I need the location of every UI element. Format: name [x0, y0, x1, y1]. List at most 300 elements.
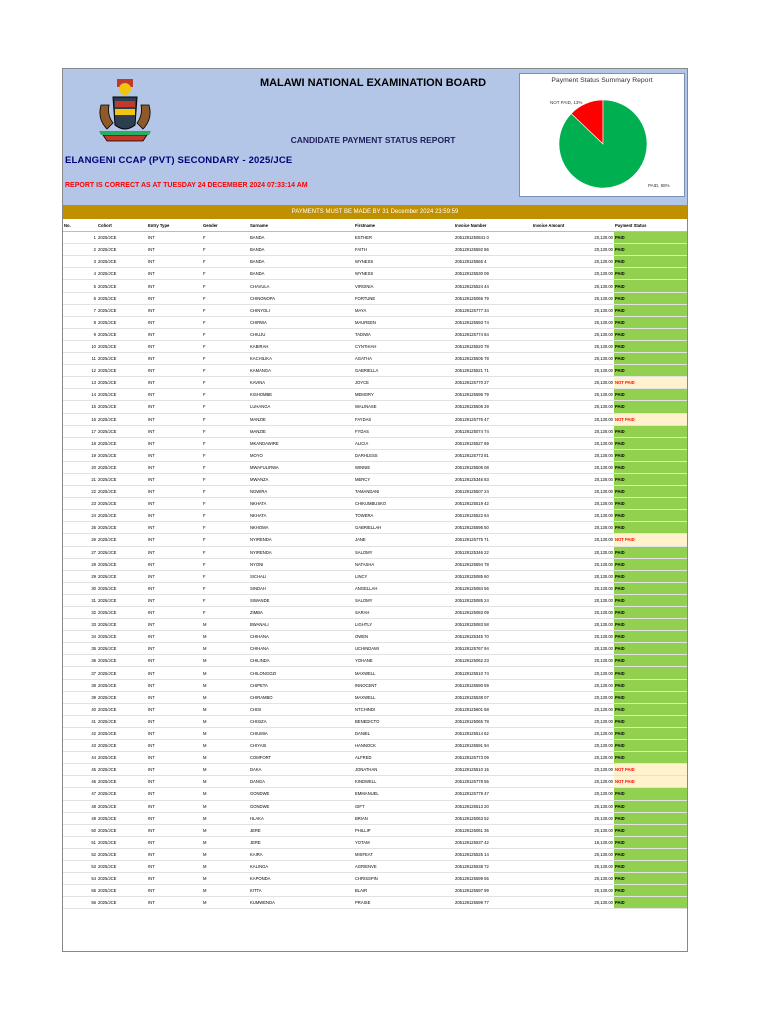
- col-invoice-amount-cell: 20,130.00: [532, 631, 614, 643]
- col-payment-status-cell: PAID: [614, 824, 687, 836]
- col-cohort-cell: 2025/JCE: [97, 365, 147, 377]
- col-entry-type-cell: INT: [147, 752, 202, 764]
- col-firstname-cell: UCHINDAMI: [354, 643, 454, 655]
- table-row: [63, 365, 687, 377]
- col-invoice-amount-cell: 20,130.00: [532, 486, 614, 498]
- col-invoice-number-cell: 205129125565 4: [454, 256, 532, 268]
- col-entry-type-cell: INT: [147, 631, 202, 643]
- col-invoice-number-cell: 205129125597 99: [454, 885, 532, 897]
- table-row: [63, 353, 687, 365]
- col-cohort-cell: 2025/JCE: [97, 631, 147, 643]
- col-cohort-cell: 2025/JCE: [97, 522, 147, 534]
- col-no-cell: 50: [63, 824, 97, 836]
- col-gender-cell: F: [202, 594, 249, 606]
- col-cohort-cell: 2025/JCE: [97, 788, 147, 800]
- col-cohort-cell: 2025/JCE: [97, 244, 147, 256]
- col-no-cell: 44: [63, 752, 97, 764]
- col-invoice-amount-cell: 20,130.00: [532, 304, 614, 316]
- col-no-cell: 54: [63, 873, 97, 885]
- col-payment-status-cell: PAID: [614, 582, 687, 594]
- col-entry-type-cell: INT: [147, 873, 202, 885]
- col-surname-cell: CHIRWA: [249, 316, 354, 328]
- col-payment-status-cell: PAID: [614, 256, 687, 268]
- col-cohort-cell: 2025/JCE: [97, 570, 147, 582]
- table-row: [63, 401, 687, 413]
- col-payment-status-cell: PAID: [614, 848, 687, 860]
- col-gender-cell: M: [202, 715, 249, 727]
- col-entry-type-cell: INT: [147, 824, 202, 836]
- col-cohort-cell: 2025/JCE: [97, 740, 147, 752]
- col-payment-status-cell: PAID: [614, 232, 687, 244]
- col-surname-cell: SICHALI: [249, 570, 354, 582]
- col-entry-type-cell: INT: [147, 607, 202, 619]
- col-invoice-amount-cell: 20,130.00: [532, 752, 614, 764]
- col-payment-status-cell: PAID: [614, 873, 687, 885]
- col-gender-cell: F: [202, 377, 249, 389]
- col-surname-cell: HLAKA: [249, 812, 354, 824]
- col-gender-cell: F: [202, 280, 249, 292]
- col-invoice-amount-cell: 20,130.00: [532, 582, 614, 594]
- col-surname-cell: KAVINA: [249, 377, 354, 389]
- col-invoice-number-cell: 205129125510 74: [454, 667, 532, 679]
- col-firstname-cell: MISFEAT: [354, 848, 454, 860]
- col-invoice-amount-cell: 20,130.00: [532, 800, 614, 812]
- table-row: [63, 812, 687, 824]
- col-entry-type-cell: INT: [147, 437, 202, 449]
- col-surname-cell: CHILONGOZI: [249, 667, 354, 679]
- col-payment-status-cell: PAID: [614, 631, 687, 643]
- col-payment-status-cell: NOT PAID: [614, 377, 687, 389]
- col-no-cell: 42: [63, 727, 97, 739]
- col-invoice-amount-cell: 20,130.00: [532, 679, 614, 691]
- table-row: [63, 328, 687, 340]
- col-no-cell: 24: [63, 510, 97, 522]
- col-gender-cell: M: [202, 788, 249, 800]
- col-surname-cell: BANDA: [249, 256, 354, 268]
- table-row: [63, 510, 687, 522]
- col-surname-cell: MWAFULIRWA: [249, 461, 354, 473]
- col-invoice-number-cell: 205129125524 44: [454, 280, 532, 292]
- col-cohort-cell: 2025/JCE: [97, 280, 147, 292]
- col-firstname-cell: YOHANE: [354, 655, 454, 667]
- col-invoice-amount-cell: 20,130.00: [532, 740, 614, 752]
- table-row: [63, 848, 687, 860]
- col-firstname-cell: MAYA: [354, 304, 454, 316]
- col-entry-type-cell: INT: [147, 594, 202, 606]
- report-timestamp: REPORT IS CORRECT AS AT TUESDAY 24 DECEMBER 2024 07:33:14 AM: [65, 182, 308, 189]
- col-invoice-amount-cell: 20,130.00: [532, 873, 614, 885]
- col-gender-cell: F: [202, 425, 249, 437]
- col-invoice-amount-cell: 20,130.00: [532, 824, 614, 836]
- col-cohort-cell: 2025/JCE: [97, 679, 147, 691]
- col-entry-type-cell: INT: [147, 353, 202, 365]
- col-invoice-number-cell: 205129125519 42: [454, 498, 532, 510]
- pie-chart-svg: [520, 74, 686, 198]
- col-cohort-cell: 2025/JCE: [97, 594, 147, 606]
- col-surname-cell: KUMWENDA: [249, 897, 354, 909]
- col-no-cell: 29: [63, 570, 97, 582]
- col-surname-cell: CHINONOPA: [249, 292, 354, 304]
- col-gender-cell: M: [202, 655, 249, 667]
- col-payment-status-cell: PAID: [614, 836, 687, 848]
- col-no-cell: 30: [63, 582, 97, 594]
- col-no-cell: 39: [63, 691, 97, 703]
- col-cohort-cell: 2025/JCE: [97, 498, 147, 510]
- col-invoice-amount-cell: 20,130.00: [532, 703, 614, 715]
- col-firstname-cell: MAXWELL: [354, 667, 454, 679]
- col-surname-cell: KAMANGA: [249, 365, 354, 377]
- col-invoice-amount-cell: 20,130.00: [532, 607, 614, 619]
- col-cohort-cell: 2025/JCE: [97, 836, 147, 848]
- col-invoice-number-cell: 205129125593 74: [454, 316, 532, 328]
- table-row: [63, 316, 687, 328]
- col-payment-status-cell: PAID: [614, 522, 687, 534]
- col-invoice-amount-cell: 20,130.00: [532, 498, 614, 510]
- col-invoice-amount-cell: 20,130.00: [532, 256, 614, 268]
- col-firstname-cell: AGATHA: [354, 353, 454, 365]
- col-cohort-cell: 2025/JCE: [97, 655, 147, 667]
- col-payment-status-cell: PAID: [614, 619, 687, 631]
- col-no-cell: 46: [63, 776, 97, 788]
- col-no-cell: 13: [63, 377, 97, 389]
- col-gender-cell: M: [202, 631, 249, 643]
- col-entry-type-cell: INT: [147, 679, 202, 691]
- col-cohort-cell: 2025/JCE: [97, 885, 147, 897]
- col-entry-type-cell: INT: [147, 413, 202, 425]
- col-invoice-amount-cell: 20,130.00: [532, 594, 614, 606]
- col-entry-type-cell: INT: [147, 703, 202, 715]
- col-payment-status-cell: PAID: [614, 800, 687, 812]
- col-no-cell: 26: [63, 534, 97, 546]
- col-cohort-cell: 2025/JCE: [97, 667, 147, 679]
- table-row: [63, 268, 687, 280]
- col-invoice-amount-cell: 20,130.00: [532, 764, 614, 776]
- col-cohort-cell: 2025/JCE: [97, 546, 147, 558]
- col-invoice-number-cell: 205129125595 50: [454, 522, 532, 534]
- report-title: CANDIDATE PAYMENT STATUS REPORT: [290, 135, 456, 145]
- col-surname-cell: KITTA: [249, 885, 354, 897]
- col-surname-cell: KAPONDA: [249, 873, 354, 885]
- table-row: [63, 377, 687, 389]
- table-body: [63, 232, 687, 909]
- col-payment-status-cell: NOT PAID: [614, 776, 687, 788]
- table-row: [63, 631, 687, 643]
- col-firstname-cell: WYNESS: [354, 256, 454, 268]
- col-invoice-number-cell: 205129125510 15: [454, 764, 532, 776]
- col-gender-cell: F: [202, 570, 249, 582]
- col-invoice-number-cell: 205129125084 56: [454, 582, 532, 594]
- col-payment-status-cell: NOT PAID: [614, 764, 687, 776]
- col-cohort-cell: 2025/JCE: [97, 486, 147, 498]
- col-no-cell: 7: [63, 304, 97, 316]
- col-cohort-cell: 2025/JCE: [97, 389, 147, 401]
- col-entry-type-cell: INT: [147, 522, 202, 534]
- col-gender-cell: M: [202, 836, 249, 848]
- col-gender-cell: M: [202, 897, 249, 909]
- col-invoice-amount-cell: 20,130.00: [532, 510, 614, 522]
- col-gender-cell: F: [202, 449, 249, 461]
- col-payment-status-cell: PAID: [614, 667, 687, 679]
- col-firstname-cell: EMMANUEL: [354, 788, 454, 800]
- table-row: [63, 570, 687, 582]
- col-no-cell: 38: [63, 679, 97, 691]
- col-cohort-cell: 2025/JCE: [97, 824, 147, 836]
- col-no-cell: 1: [63, 232, 97, 244]
- col-invoice-amount-cell: 20,130.00: [532, 522, 614, 534]
- col-entry-type-cell: INT: [147, 655, 202, 667]
- col-payment-status-cell: PAID: [614, 727, 687, 739]
- col-gender-cell: F: [202, 292, 249, 304]
- col-cohort-header: Cohort: [97, 220, 147, 232]
- col-gender-cell: F: [202, 316, 249, 328]
- col-firstname-cell: GABRIELLA: [354, 365, 454, 377]
- col-cohort-cell: 2025/JCE: [97, 752, 147, 764]
- col-no-cell: 34: [63, 631, 97, 643]
- col-entry-type-cell: INT: [147, 715, 202, 727]
- col-surname-cell: COMFORT: [249, 752, 354, 764]
- col-invoice-amount-cell: 20,130.00: [532, 425, 614, 437]
- col-payment-status-cell: PAID: [614, 703, 687, 715]
- col-entry-type-cell: INT: [147, 643, 202, 655]
- col-firstname-cell: OWEN: [354, 631, 454, 643]
- col-entry-type-cell: INT: [147, 546, 202, 558]
- col-invoice-amount-cell: 20,130.00: [532, 232, 614, 244]
- col-cohort-cell: 2025/JCE: [97, 437, 147, 449]
- col-gender-cell: M: [202, 860, 249, 872]
- col-payment-status-cell: PAID: [614, 860, 687, 872]
- col-no-cell: 37: [63, 667, 97, 679]
- col-firstname-cell: ESTHER: [354, 232, 454, 244]
- col-payment-status-cell: PAID: [614, 353, 687, 365]
- col-payment-status-cell: PAID: [614, 389, 687, 401]
- col-surname-cell: SIWANDE: [249, 594, 354, 606]
- col-cohort-cell: 2025/JCE: [97, 897, 147, 909]
- col-no-cell: 18: [63, 437, 97, 449]
- col-no-cell: 49: [63, 812, 97, 824]
- col-cohort-cell: 2025/JCE: [97, 449, 147, 461]
- col-gender-cell: M: [202, 812, 249, 824]
- col-entry-type-cell: INT: [147, 328, 202, 340]
- col-no-cell: 41: [63, 715, 97, 727]
- col-invoice-amount-cell: 20,130.00: [532, 558, 614, 570]
- col-surname-cell: NYIRENDA: [249, 534, 354, 546]
- col-firstname-cell: WYNESS: [354, 268, 454, 280]
- col-firstname-header: Firstname: [354, 220, 454, 232]
- col-gender-cell: F: [202, 268, 249, 280]
- col-surname-cell: ZIMBA: [249, 607, 354, 619]
- table-row: [63, 256, 687, 268]
- col-invoice-number-cell: 205129125767 94: [454, 643, 532, 655]
- table-row: [63, 473, 687, 485]
- col-cohort-cell: 2025/JCE: [97, 703, 147, 715]
- col-firstname-cell: CHIKUMBUSKO: [354, 498, 454, 510]
- col-payment-status-cell: PAID: [614, 607, 687, 619]
- col-entry-type-cell: INT: [147, 389, 202, 401]
- col-cohort-cell: 2025/JCE: [97, 304, 147, 316]
- col-invoice-number-cell: 205129125065 78: [454, 715, 532, 727]
- table-row: [63, 244, 687, 256]
- col-invoice-amount-cell: 20,130.00: [532, 546, 614, 558]
- table-row: [63, 498, 687, 510]
- col-firstname-cell: TOWERA: [354, 510, 454, 522]
- col-no-cell: 28: [63, 558, 97, 570]
- col-cohort-cell: 2025/JCE: [97, 401, 147, 413]
- col-payment-status-cell: PAID: [614, 546, 687, 558]
- col-payment-status-cell: PAID: [614, 655, 687, 667]
- col-invoice-amount-cell: 20,130.00: [532, 655, 614, 667]
- col-surname-cell: MKANDAWIRE: [249, 437, 354, 449]
- col-gender-header: Gender: [202, 220, 249, 232]
- col-invoice-amount-cell: 20,130.00: [532, 292, 614, 304]
- col-entry-type-cell: INT: [147, 848, 202, 860]
- col-invoice-amount-cell: 20,130.00: [532, 667, 614, 679]
- col-gender-cell: F: [202, 582, 249, 594]
- col-invoice-number-cell: 205129125775 71: [454, 534, 532, 546]
- pie-label-paid: PAID, 88%: [648, 183, 670, 188]
- col-invoice-number-cell: 205129125522 64: [454, 510, 532, 522]
- col-firstname-cell: LIGHTLY: [354, 619, 454, 631]
- col-entry-type-cell: INT: [147, 727, 202, 739]
- col-surname-cell: KACHILIKA: [249, 353, 354, 365]
- col-payment-status-cell: PAID: [614, 340, 687, 352]
- col-gender-cell: F: [202, 232, 249, 244]
- col-invoice-number-cell: 205129125773 81: [454, 449, 532, 461]
- col-payment-status-cell: PAID: [614, 498, 687, 510]
- col-payment-status-cell: PAID: [614, 715, 687, 727]
- col-invoice-number-cell: 205129125776 47: [454, 413, 532, 425]
- col-firstname-cell: NATASHA: [354, 558, 454, 570]
- candidate-table: [63, 220, 687, 909]
- col-no-cell: 40: [63, 703, 97, 715]
- col-invoice-number-cell: 205129125530 09: [454, 268, 532, 280]
- col-payment-status-cell: PAID: [614, 316, 687, 328]
- col-invoice-amount-cell: 20,130.00: [532, 848, 614, 860]
- col-firstname-cell: PRAISE: [354, 897, 454, 909]
- col-payment-status-cell: PAID: [614, 885, 687, 897]
- col-invoice-number-cell: 2051291250841 0: [454, 232, 532, 244]
- col-no-cell: 17: [63, 425, 97, 437]
- col-no-cell: 52: [63, 848, 97, 860]
- col-cohort-cell: 2025/JCE: [97, 715, 147, 727]
- col-entry-type-header: Entry Type: [147, 220, 202, 232]
- col-no-cell: 21: [63, 473, 97, 485]
- col-entry-type-cell: INT: [147, 776, 202, 788]
- col-invoice-amount-cell: 20,130.00: [532, 776, 614, 788]
- col-payment-status-cell: PAID: [614, 292, 687, 304]
- col-invoice-amount-cell: 20,130.00: [532, 413, 614, 425]
- col-payment-status-cell: PAID: [614, 558, 687, 570]
- col-invoice-amount-cell: 20,130.00: [532, 401, 614, 413]
- col-firstname-cell: CHRISSPIN: [354, 873, 454, 885]
- col-entry-type-cell: INT: [147, 788, 202, 800]
- col-firstname-cell: BLAIR: [354, 885, 454, 897]
- col-firstname-cell: LINCY: [354, 570, 454, 582]
- col-invoice-number-cell: 205129125591 94: [454, 740, 532, 752]
- col-firstname-cell: ALICIA: [354, 437, 454, 449]
- col-entry-type-cell: INT: [147, 232, 202, 244]
- col-invoice-amount-cell: 20,130.00: [532, 619, 614, 631]
- col-invoice-amount-cell: 20,130.00: [532, 643, 614, 655]
- col-firstname-cell: HANNOCK: [354, 740, 454, 752]
- table-row: [63, 461, 687, 473]
- col-firstname-cell: MAXWELL: [354, 691, 454, 703]
- col-entry-type-cell: INT: [147, 268, 202, 280]
- col-no-cell: 36: [63, 655, 97, 667]
- col-cohort-cell: 2025/JCE: [97, 691, 147, 703]
- col-entry-type-cell: INT: [147, 691, 202, 703]
- col-surname-cell: MWANZA: [249, 473, 354, 485]
- col-gender-cell: F: [202, 486, 249, 498]
- col-surname-header: Surname: [249, 220, 354, 232]
- col-no-cell: 35: [63, 643, 97, 655]
- col-invoice-number-cell: 205129125085 24: [454, 594, 532, 606]
- col-entry-type-cell: INT: [147, 449, 202, 461]
- col-gender-cell: F: [202, 522, 249, 534]
- col-surname-cell: KABIRAH: [249, 340, 354, 352]
- table-row: [63, 619, 687, 631]
- col-surname-cell: KALINGA: [249, 860, 354, 872]
- col-invoice-amount-cell: 20,130.00: [532, 885, 614, 897]
- col-entry-type-cell: INT: [147, 534, 202, 546]
- table-row: [63, 655, 687, 667]
- col-invoice-number-cell: 205129125520 78: [454, 340, 532, 352]
- col-surname-cell: NYONI: [249, 558, 354, 570]
- col-cohort-cell: 2025/JCE: [97, 848, 147, 860]
- col-surname-cell: CHIHANA: [249, 643, 354, 655]
- col-entry-type-cell: INT: [147, 292, 202, 304]
- col-invoice-amount-cell: 20,130.00: [532, 328, 614, 340]
- col-invoice-amount-cell: 20,130.00: [532, 534, 614, 546]
- table-row: [63, 824, 687, 836]
- col-invoice-number-cell: 205129125345 70: [454, 631, 532, 643]
- col-cohort-cell: 2025/JCE: [97, 461, 147, 473]
- col-cohort-cell: 2025/JCE: [97, 812, 147, 824]
- col-no-cell: 23: [63, 498, 97, 510]
- col-surname-cell: NKHOMA: [249, 522, 354, 534]
- col-entry-type-cell: INT: [147, 764, 202, 776]
- col-cohort-cell: 2025/JCE: [97, 292, 147, 304]
- table-row: [63, 764, 687, 776]
- report-header: [63, 69, 687, 205]
- col-gender-cell: M: [202, 776, 249, 788]
- coat-of-arms-logo: [93, 75, 157, 147]
- col-entry-type-cell: INT: [147, 740, 202, 752]
- table-row: [63, 703, 687, 715]
- col-invoice-number-cell: 205129125538 07: [454, 691, 532, 703]
- col-no-cell: 10: [63, 340, 97, 352]
- col-gender-cell: F: [202, 607, 249, 619]
- col-cohort-cell: 2025/JCE: [97, 764, 147, 776]
- col-surname-cell: BANDA: [249, 232, 354, 244]
- col-no-cell: 19: [63, 449, 97, 461]
- col-entry-type-cell: INT: [147, 340, 202, 352]
- col-payment-status-cell: PAID: [614, 401, 687, 413]
- col-surname-cell: CHINYOLI: [249, 304, 354, 316]
- col-payment-status-cell: PAID: [614, 328, 687, 340]
- table-row: [63, 546, 687, 558]
- col-invoice-number-cell: 205129125505 78: [454, 353, 532, 365]
- col-invoice-number-cell: 205129125777 34: [454, 304, 532, 316]
- col-surname-cell: GONDWE: [249, 800, 354, 812]
- col-gender-cell: F: [202, 558, 249, 570]
- col-invoice-number-cell: 205129125527 69: [454, 437, 532, 449]
- col-gender-cell: M: [202, 619, 249, 631]
- col-firstname-cell: JOYCE: [354, 377, 454, 389]
- col-invoice-number-cell: 205129125083 09: [454, 607, 532, 619]
- candidate-table-wrapper: [63, 220, 687, 909]
- col-cohort-cell: 2025/JCE: [97, 558, 147, 570]
- col-firstname-cell: DARHLESS: [354, 449, 454, 461]
